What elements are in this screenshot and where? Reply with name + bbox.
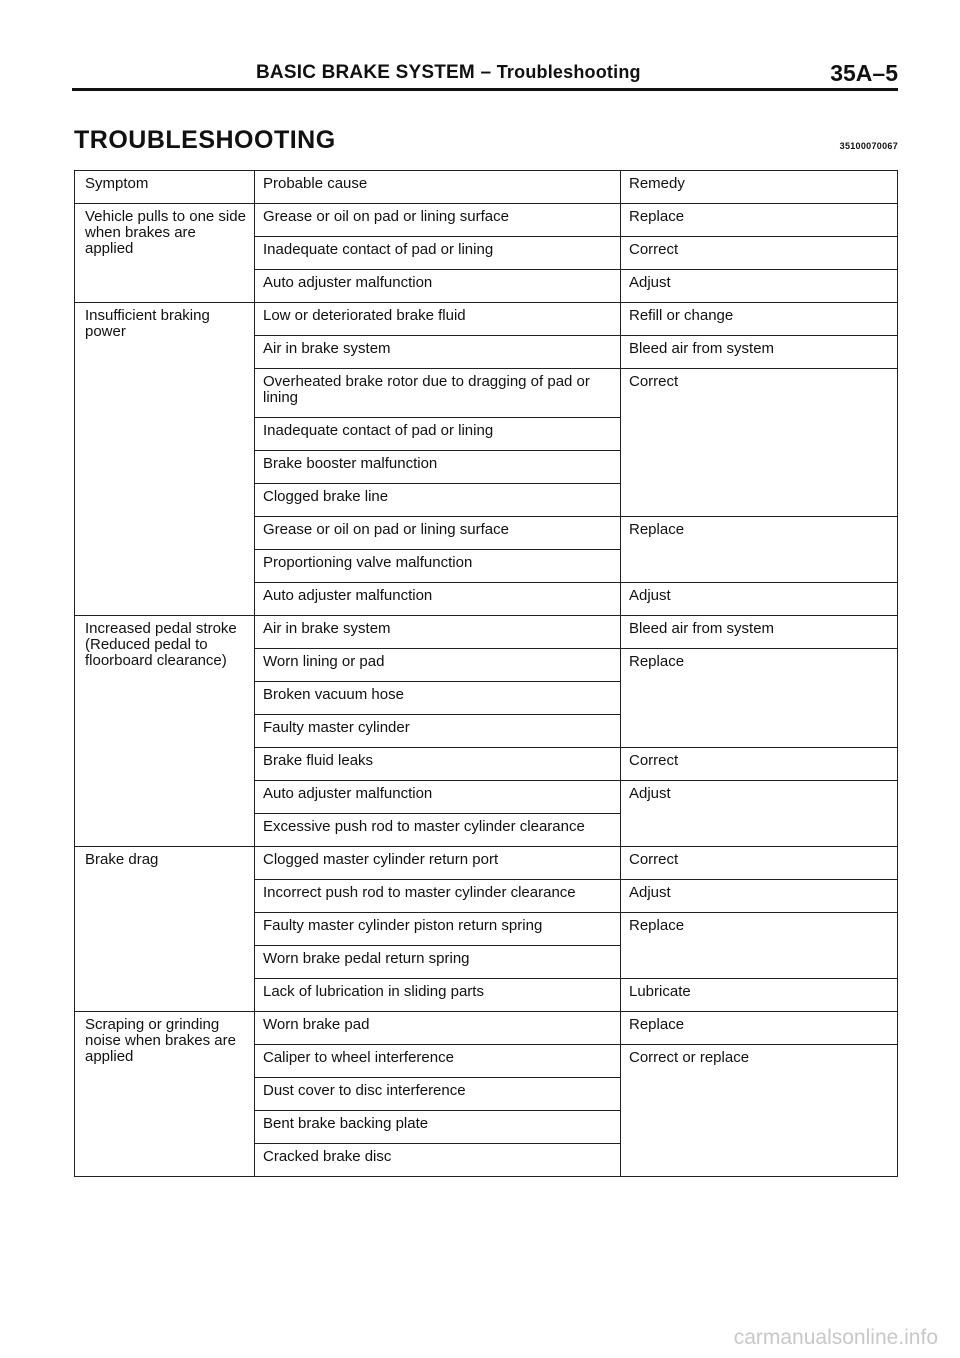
- watermark: carmanualsonline.info: [733, 1326, 938, 1349]
- cause-cell: Proportioning valve malfunction: [255, 550, 621, 583]
- cause-cell: Cracked brake disc: [255, 1144, 621, 1177]
- remedy-cell: Adjust: [621, 270, 898, 303]
- cause-cell: Dust cover to disc interference: [255, 1078, 621, 1111]
- remedy-cell: Correct: [621, 748, 898, 781]
- cause-cell: Auto adjuster malfunction: [255, 583, 621, 616]
- header-title: BASIC BRAKE SYSTEM – Troubleshooting: [256, 62, 641, 83]
- table-row: [75, 616, 898, 649]
- remedy-cell: Replace: [621, 204, 898, 237]
- header-symptom: Symptom: [75, 171, 255, 204]
- cause-cell: Grease or oil on pad or lining surface: [255, 204, 621, 237]
- symptom-cell: Vehicle pulls to one side when brakes are applied: [75, 204, 255, 303]
- section-code: 35100070067: [839, 141, 898, 151]
- page-number: 35A–5: [830, 60, 898, 86]
- cause-cell: Worn lining or pad: [255, 649, 621, 682]
- cause-cell: Worn brake pad: [255, 1012, 621, 1045]
- symptom-cell: Brake drag: [75, 847, 255, 1012]
- cause-cell: Caliper to wheel interference: [255, 1045, 621, 1078]
- remedy-cell: Correct: [621, 847, 898, 880]
- remedy-cell: Refill or change: [621, 303, 898, 336]
- cause-cell: Air in brake system: [255, 616, 621, 649]
- cause-cell: Faulty master cylinder: [255, 715, 621, 748]
- cause-cell: Broken vacuum hose: [255, 682, 621, 715]
- table-row: [75, 1012, 898, 1045]
- remedy-cell: Replace: [621, 1012, 898, 1045]
- remedy-cell: Replace: [621, 517, 898, 583]
- remedy-cell: Adjust: [621, 880, 898, 913]
- section-title: TROUBLESHOOTING: [74, 126, 336, 154]
- cause-cell: Auto adjuster malfunction: [255, 781, 621, 814]
- troubleshooting-table: [74, 170, 898, 1177]
- header-remedy: Remedy: [621, 171, 898, 204]
- remedy-cell: Adjust: [621, 781, 898, 847]
- table-header-row: [75, 171, 898, 204]
- table-row: [75, 204, 898, 237]
- cause-cell: Auto adjuster malfunction: [255, 270, 621, 303]
- table-row: [75, 847, 898, 880]
- cause-cell: Clogged master cylinder return port: [255, 847, 621, 880]
- cause-cell: Inadequate contact of pad or lining: [255, 418, 621, 451]
- cause-cell: Overheated brake rotor due to dragging of pad or lining: [255, 369, 621, 418]
- symptom-cell: Insufficient braking power: [75, 303, 255, 616]
- symptom-cell: Scraping or grinding noise when brakes are applied: [75, 1012, 255, 1177]
- symptom-cell: Increased pedal stroke (Reduced pedal to floorboard clearance): [75, 616, 255, 847]
- cause-cell: Incorrect push rod to master cylinder clearance: [255, 880, 621, 913]
- remedy-cell: Lubricate: [621, 979, 898, 1012]
- cause-cell: Excessive push rod to master cylinder clearance: [255, 814, 621, 847]
- cause-cell: Worn brake pedal return spring: [255, 946, 621, 979]
- cause-cell: Brake fluid leaks: [255, 748, 621, 781]
- cause-cell: Clogged brake line: [255, 484, 621, 517]
- remedy-cell: Correct or replace: [621, 1045, 898, 1177]
- remedy-cell: Replace: [621, 913, 898, 979]
- remedy-cell: Replace: [621, 649, 898, 748]
- cause-cell: Grease or oil on pad or lining surface: [255, 517, 621, 550]
- cause-cell: Low or deteriorated brake fluid: [255, 303, 621, 336]
- cause-cell: Brake booster malfunction: [255, 451, 621, 484]
- page-header: [72, 58, 898, 92]
- remedy-cell: Bleed air from system: [621, 616, 898, 649]
- cause-cell: Lack of lubrication in sliding parts: [255, 979, 621, 1012]
- remedy-cell: Correct: [621, 237, 898, 270]
- header-divider: [72, 88, 898, 91]
- cause-cell: Air in brake system: [255, 336, 621, 369]
- remedy-cell: Adjust: [621, 583, 898, 616]
- cause-cell: Bent brake backing plate: [255, 1111, 621, 1144]
- remedy-cell: Correct: [621, 369, 898, 517]
- cause-cell: Inadequate contact of pad or lining: [255, 237, 621, 270]
- cause-cell: Faulty master cylinder piston return spring: [255, 913, 621, 946]
- remedy-cell: Bleed air from system: [621, 336, 898, 369]
- header-probable-cause: Probable cause: [255, 171, 621, 204]
- table-row: [75, 303, 898, 336]
